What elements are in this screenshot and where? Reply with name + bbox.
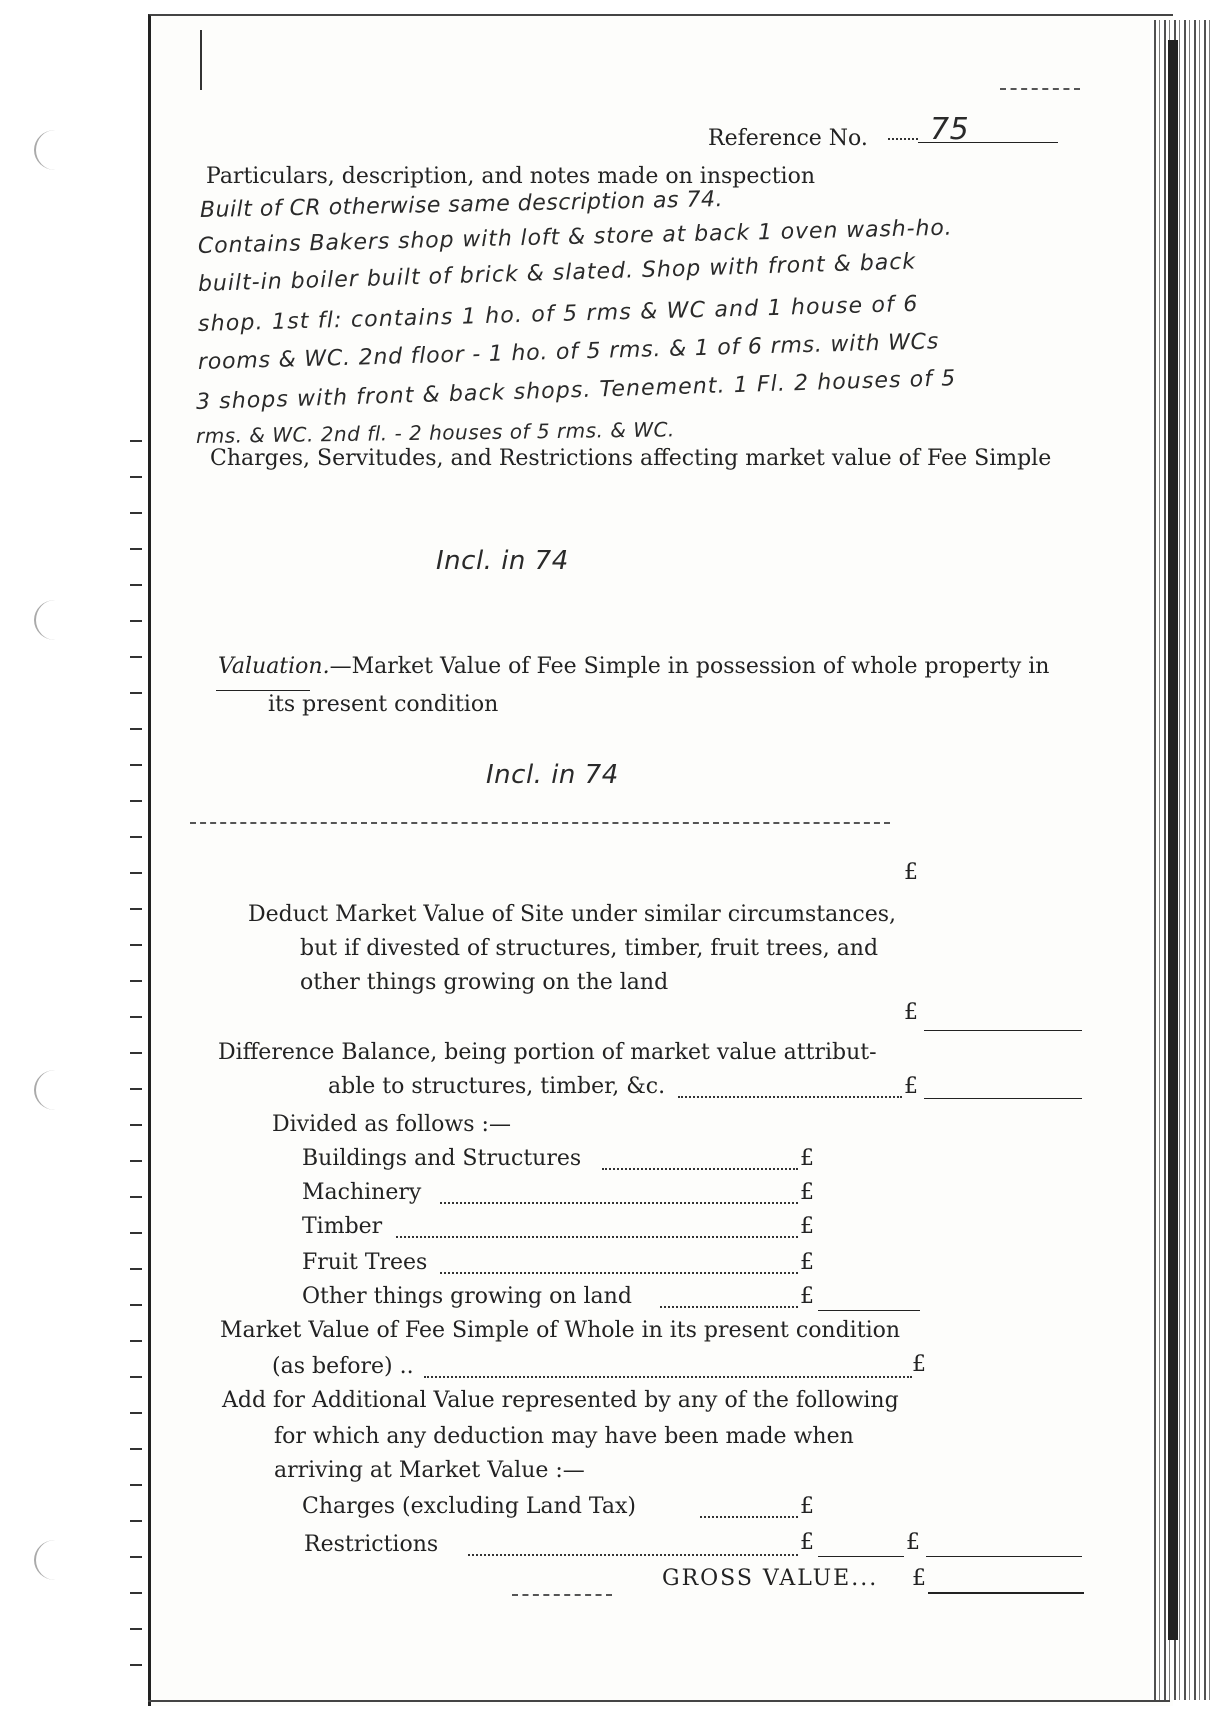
margin-tick <box>130 944 142 946</box>
reference-label: Reference No. <box>708 126 868 151</box>
pound-sign: £ <box>800 1530 814 1555</box>
pound-sign: £ <box>800 1146 814 1171</box>
margin-tick <box>130 1484 142 1486</box>
punch-hole <box>34 600 76 640</box>
valuation-underline <box>216 690 310 691</box>
margin-tick <box>130 1448 142 1450</box>
leader-dots <box>660 1292 798 1308</box>
item-charges: Charges (excluding Land Tax) <box>302 1494 636 1519</box>
margin-tick <box>130 1124 142 1126</box>
pound-sign: £ <box>904 1000 918 1025</box>
item-restrictions: Restrictions <box>304 1532 439 1557</box>
handwritten-line: Built of CR otherwise same description as 74. <box>199 187 724 223</box>
market-value-line2: (as before) .. <box>272 1354 414 1379</box>
add-line3: arriving at Market Value :— <box>274 1458 585 1483</box>
add-line1: Add for Additional Value represented by any of the following <box>222 1388 899 1413</box>
margin-tick <box>130 800 142 802</box>
leader-dots <box>440 1188 798 1204</box>
punch-hole <box>34 130 76 170</box>
deduct-line3: other things growing on the land <box>300 970 669 995</box>
top-dash <box>1000 88 1080 90</box>
margin-tick <box>130 1376 142 1378</box>
margin-tick <box>130 1304 142 1306</box>
leader-dots <box>440 1258 798 1274</box>
pound-sign: £ <box>906 1530 920 1555</box>
leader-dots <box>468 1540 798 1556</box>
handwritten-line: rms. & WC. 2nd fl. - 2 houses of 5 rms. & WC. <box>195 417 675 448</box>
item-buildings: Buildings and Structures <box>302 1146 582 1171</box>
margin-tick <box>130 872 142 874</box>
margin-tick <box>130 656 142 658</box>
market-value-line1: Market Value of Fee Simple of Whole in its present condition <box>220 1318 901 1343</box>
margin-tick <box>130 728 142 730</box>
amount-line <box>818 1556 904 1557</box>
handwritten-line: shop. 1st fl: contains 1 ho. of 5 rms & WC and 1 house of 6 <box>197 291 919 337</box>
divided-label: Divided as follows :— <box>272 1112 511 1137</box>
amount-line <box>924 1098 1082 1099</box>
margin-tick <box>130 1268 142 1270</box>
handwritten-line: rooms & WC. 2nd floor - 1 ho. of 5 rms. & 1 of 6 rms. with WCs <box>197 329 940 375</box>
punch-hole <box>34 1540 76 1580</box>
margin-tick <box>130 512 142 514</box>
add-line2: for which any deduction may have been made when <box>274 1424 854 1449</box>
item-timber: Timber <box>302 1214 383 1239</box>
pound-sign: £ <box>912 1352 926 1377</box>
margin-tick <box>130 1232 142 1234</box>
deduct-line2: but if divested of structures, timber, fruit trees, and <box>300 936 879 961</box>
margin-tick <box>130 1556 142 1558</box>
margin-tick <box>130 476 142 478</box>
margin-tick <box>130 1412 142 1414</box>
charges-handwritten: Incl. in 74 <box>436 546 569 576</box>
margin-tick <box>130 1052 142 1054</box>
valuation-label-line2: its present condition <box>268 692 499 717</box>
valuation-label <box>218 654 1049 679</box>
pound-sign: £ <box>904 1074 918 1099</box>
margin-tick <box>130 1088 142 1090</box>
charges-label: Charges, Servitudes, and Restrictions affecting market value of Fee Simple <box>210 446 1052 471</box>
margin-tick <box>130 836 142 838</box>
page-stack-edge <box>1150 20 1210 1700</box>
pound-sign: £ <box>800 1180 814 1205</box>
difference-line1: Difference Balance, being portion of market value attribut- <box>218 1040 877 1065</box>
margin-tick <box>130 764 142 766</box>
valuation-text: —Market Value of Fee Simple in possession of whole property in <box>329 654 1050 679</box>
handwritten-line: 3 shops with front & back shops. Tenement. 1 Fl. 2 houses of 5 <box>195 366 957 415</box>
pound-sign: £ <box>800 1284 814 1309</box>
leader-dots <box>424 1362 912 1378</box>
difference-line2: able to structures, timber, &c. <box>328 1074 666 1099</box>
leader-dots <box>700 1502 798 1518</box>
pound-sign: £ <box>800 1214 814 1239</box>
item-other-things: Other things growing on land <box>302 1284 632 1309</box>
reference-number: 75 <box>930 112 970 147</box>
amount-line <box>926 1556 1082 1557</box>
gross-value-label: GROSS VALUE... <box>662 1566 879 1591</box>
margin-tick <box>130 1196 142 1198</box>
margin-tick <box>130 1628 142 1630</box>
margin-tick <box>130 548 142 550</box>
amount-line <box>818 1310 920 1311</box>
page-bottom-edge <box>148 1700 1170 1702</box>
margin-stroke <box>200 30 202 90</box>
margin-tick <box>130 1592 142 1594</box>
pound-sign: £ <box>800 1250 814 1275</box>
reference-dots <box>888 128 918 140</box>
item-fruit-trees: Fruit Trees <box>302 1250 428 1275</box>
amount-line <box>928 1592 1084 1594</box>
valuation-heading: Valuation. <box>218 654 330 679</box>
particulars-label: Particulars, description, and notes made on inspection <box>206 164 815 189</box>
handwritten-line: Contains Bakers shop with loft & store at back 1 oven wash-ho. <box>197 215 953 259</box>
margin-tick <box>130 1520 142 1522</box>
punch-hole <box>34 1070 76 1110</box>
deduct-line1: Deduct Market Value of Site under similar circumstances, <box>248 902 897 927</box>
margin-tick <box>130 692 142 694</box>
item-machinery: Machinery <box>302 1180 422 1205</box>
handwritten-line: built-in boiler built of brick & slated. Shop with front & back <box>197 249 917 297</box>
valuation-handwritten: Incl. in 74 <box>486 760 619 790</box>
section-dash <box>190 822 890 824</box>
gross-dash <box>512 1594 612 1596</box>
reference-line <box>918 142 1058 143</box>
pound-sign: £ <box>904 860 918 885</box>
margin-tick <box>130 1160 142 1162</box>
margin-tick <box>130 980 142 982</box>
margin-tick <box>130 584 142 586</box>
page-edge-shadow <box>1168 40 1178 1640</box>
margin-tick <box>130 1016 142 1018</box>
leader-dots <box>396 1222 798 1238</box>
margin-tick <box>130 440 142 442</box>
leader-dots <box>602 1154 798 1170</box>
leader-dots <box>678 1082 902 1098</box>
pound-sign: £ <box>912 1566 926 1591</box>
margin-tick <box>130 1340 142 1342</box>
pound-sign: £ <box>800 1494 814 1519</box>
margin-tick <box>130 908 142 910</box>
margin-tick <box>130 1664 142 1666</box>
margin-tick <box>130 620 142 622</box>
amount-line <box>924 1030 1082 1031</box>
